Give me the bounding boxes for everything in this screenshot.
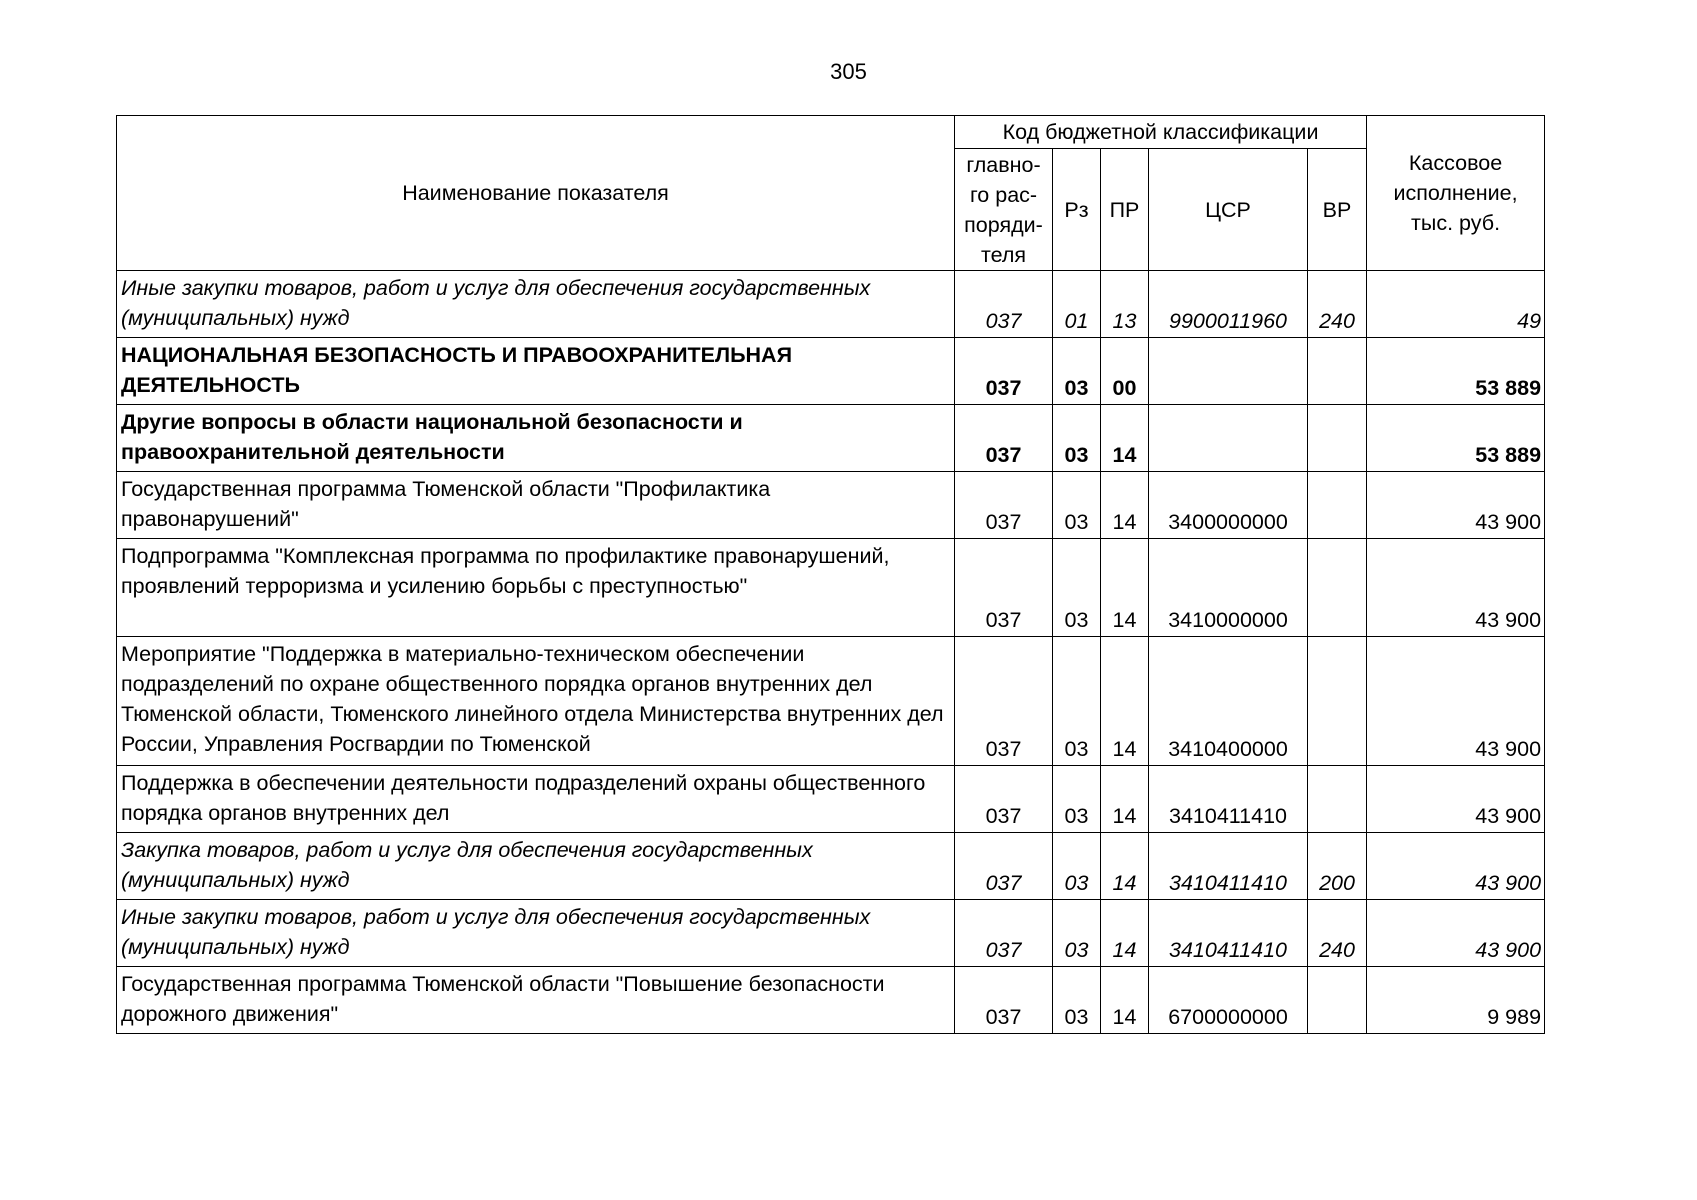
row-vr-code — [1308, 766, 1367, 833]
row-main-admin-code: 037 — [955, 539, 1053, 637]
row-csr-code: 3410400000 — [1149, 637, 1308, 766]
row-amount: 53 889 — [1367, 405, 1545, 472]
row-csr-code: 3410411410 — [1149, 900, 1308, 967]
row-rz-code: 03 — [1053, 405, 1101, 472]
row-amount: 53 889 — [1367, 338, 1545, 405]
row-main-admin-code: 037 — [955, 472, 1053, 539]
table-row — [117, 900, 1545, 967]
row-amount: 9 989 — [1367, 967, 1545, 1034]
table-row — [117, 472, 1545, 539]
row-rz-code: 03 — [1053, 900, 1101, 967]
row-main-admin-code: 037 — [955, 405, 1053, 472]
row-pr-code: 14 — [1101, 405, 1149, 472]
table-body — [117, 271, 1545, 1034]
row-pr-code: 14 — [1101, 637, 1149, 766]
row-rz-code: 03 — [1053, 637, 1101, 766]
row-vr-code — [1308, 539, 1367, 637]
table-row — [117, 967, 1545, 1034]
row-amount: 43 900 — [1367, 472, 1545, 539]
column-header-name: Наименование показателя — [117, 116, 955, 271]
row-name: Поддержка в обеспечении деятельности подразделений охраны общественного порядка органов внутренних дел — [117, 766, 955, 833]
row-main-admin-code: 037 — [955, 766, 1053, 833]
row-csr-code — [1149, 338, 1308, 405]
column-header-rz: Рз — [1053, 149, 1101, 271]
row-pr-code: 14 — [1101, 900, 1149, 967]
row-csr-code: 9900011960 — [1149, 271, 1308, 338]
row-rz-code: 01 — [1053, 271, 1101, 338]
row-vr-code: 240 — [1308, 271, 1367, 338]
row-main-admin-code: 037 — [955, 967, 1053, 1034]
table-header — [117, 116, 1545, 271]
table-row — [117, 405, 1545, 472]
row-main-admin-code: 037 — [955, 637, 1053, 766]
row-main-admin-code: 037 — [955, 338, 1053, 405]
page-number: 305 — [830, 59, 867, 84]
row-name: НАЦИОНАЛЬНАЯ БЕЗОПАСНОСТЬ И ПРАВООХРАНИТЕЛЬНАЯ ДЕЯТЕЛЬНОСТЬ — [117, 338, 955, 405]
row-amount: 43 900 — [1367, 766, 1545, 833]
table-row — [117, 766, 1545, 833]
row-csr-code — [1149, 405, 1308, 472]
row-amount: 43 900 — [1367, 539, 1545, 637]
row-vr-code — [1308, 967, 1367, 1034]
row-vr-code: 240 — [1308, 900, 1367, 967]
row-name: Подпрограмма "Комплексная программа по профилактике правонарушений, проявлений терроризма и усилению борьбы с преступностью" — [117, 539, 955, 637]
column-header-amount: Кассовое исполнение, тыс. руб. — [1367, 116, 1545, 271]
row-name: Закупка товаров, работ и услуг для обеспечения государственных (муниципальных) нужд — [117, 833, 955, 900]
row-vr-code — [1308, 637, 1367, 766]
row-main-admin-code: 037 — [955, 271, 1053, 338]
row-csr-code: 3410411410 — [1149, 833, 1308, 900]
row-csr-code: 6700000000 — [1149, 967, 1308, 1034]
table-row — [117, 271, 1545, 338]
row-main-admin-code: 037 — [955, 833, 1053, 900]
row-rz-code: 03 — [1053, 472, 1101, 539]
row-amount: 49 — [1367, 271, 1545, 338]
column-header-main-admin: главно-го рас-поряди-теля — [955, 149, 1053, 271]
row-vr-code — [1308, 338, 1367, 405]
row-amount: 43 900 — [1367, 637, 1545, 766]
row-name: Государственная программа Тюменской области "Повышение безопасности дорожного движения" — [117, 967, 955, 1034]
row-rz-code: 03 — [1053, 833, 1101, 900]
row-name: Мероприятие "Поддержка в материально-техническом обеспечении подразделений по охране общественного порядка органов внутренних дел Тюменской области, Тюменского линейного отдела Министерства внутренних дел России, Управления Росгвардии по Тюменской — [117, 637, 955, 766]
row-rz-code: 03 — [1053, 338, 1101, 405]
row-name: Иные закупки товаров, работ и услуг для обеспечения государственных (муниципальных) нужд — [117, 900, 955, 967]
column-group-header-codes: Код бюджетной классификации — [955, 116, 1367, 149]
table-row — [117, 539, 1545, 637]
budget-table — [116, 115, 1545, 1034]
row-vr-code — [1308, 472, 1367, 539]
row-vr-code — [1308, 405, 1367, 472]
table-row — [117, 637, 1545, 766]
table-row — [117, 833, 1545, 900]
row-pr-code: 14 — [1101, 539, 1149, 637]
row-vr-code: 200 — [1308, 833, 1367, 900]
row-pr-code: 14 — [1101, 472, 1149, 539]
table-row — [117, 338, 1545, 405]
row-pr-code: 13 — [1101, 271, 1149, 338]
row-amount: 43 900 — [1367, 900, 1545, 967]
row-name: Государственная программа Тюменской области "Профилактика правонарушений" — [117, 472, 955, 539]
row-rz-code: 03 — [1053, 967, 1101, 1034]
column-header-csr: ЦСР — [1149, 149, 1308, 271]
row-pr-code: 14 — [1101, 766, 1149, 833]
row-name: Иные закупки товаров, работ и услуг для обеспечения государственных (муниципальных) нужд — [117, 271, 955, 338]
row-pr-code: 14 — [1101, 967, 1149, 1034]
header-row-top — [117, 116, 1545, 149]
column-header-vr: ВР — [1308, 149, 1367, 271]
row-amount: 43 900 — [1367, 833, 1545, 900]
column-header-pr: ПР — [1101, 149, 1149, 271]
row-csr-code: 3400000000 — [1149, 472, 1308, 539]
row-main-admin-code: 037 — [955, 900, 1053, 967]
row-name: Другие вопросы в области национальной безопасности и правоохранительной деятельности — [117, 405, 955, 472]
row-csr-code: 3410411410 — [1149, 766, 1308, 833]
row-csr-code: 3410000000 — [1149, 539, 1308, 637]
row-rz-code: 03 — [1053, 539, 1101, 637]
row-rz-code: 03 — [1053, 766, 1101, 833]
row-pr-code: 00 — [1101, 338, 1149, 405]
row-pr-code: 14 — [1101, 833, 1149, 900]
